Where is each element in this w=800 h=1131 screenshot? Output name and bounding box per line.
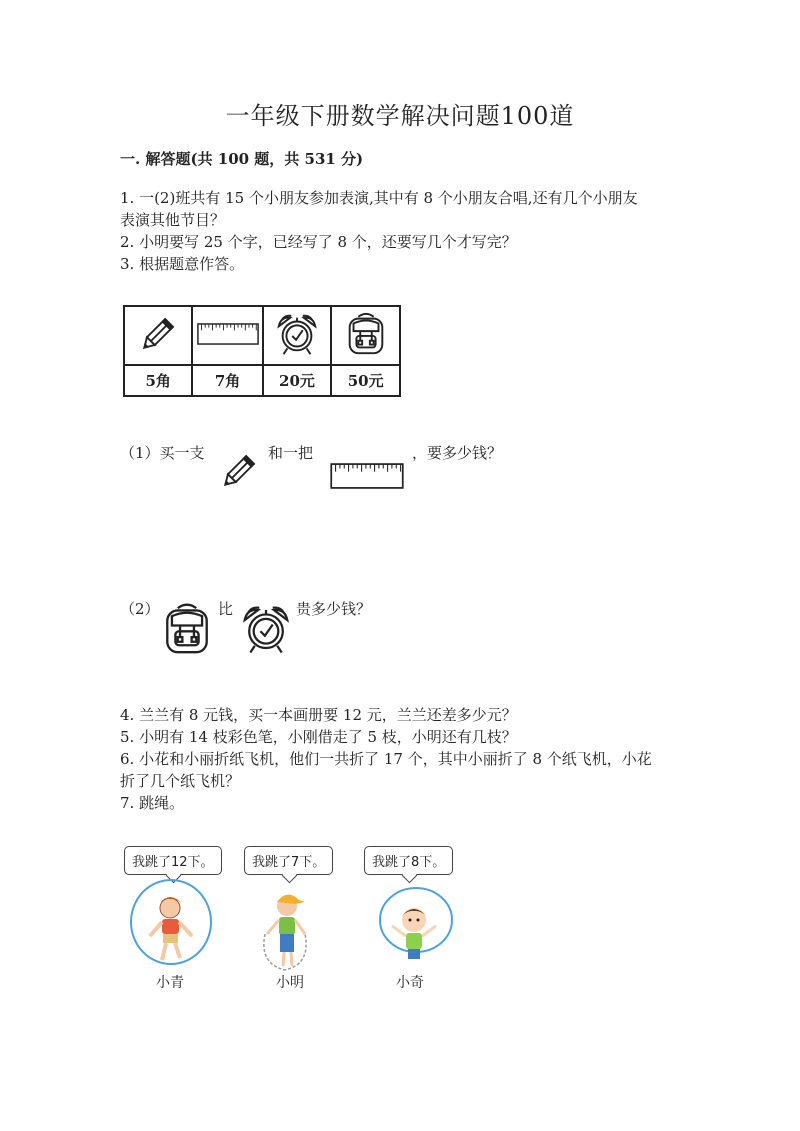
pencil-icon [135,311,181,357]
question-1-line-1: 1. 一(2)班共有 15 个小朋友参加表演,其中有 8 个小朋友合唱,还有几个小朋友 [120,189,638,207]
sub-question-2-prefix: （2） [120,600,160,618]
price-clock: 20元 [263,365,332,396]
sub-question-2-middle: 比 [218,600,234,618]
price-ruler: 7角 [192,365,262,396]
speech-bubble-xiaoqi: 我跳了8下。 [364,846,453,875]
question-7: 7. 跳绳。 [120,794,185,812]
question-6-line-2: 折了几个纸飞机？ [120,772,241,790]
price-cell-ruler [192,306,262,365]
question-6-line-1: 6. 小花和小丽折纸飞机，他们一共折了 17 个，其中小丽折了 8 个纸飞机，小花 [120,750,652,768]
price-cell-clock [263,306,332,365]
price-pencil: 5角 [124,365,192,396]
question-2: 2. 小明要写 25 个字，已经写了 8 个，还要写几个才写完？ [120,233,517,251]
question-4: 4. 兰兰有 8 元钱，买一本画册要 12 元，兰兰还差多少元？ [120,706,517,724]
price-cell-pencil [124,306,192,365]
child-name-xiaoqi: 小奇 [396,975,424,991]
speech-bubble-xiaoming: 我跳了7下。 [244,846,333,875]
price-backpack: 50元 [331,365,400,396]
price-cell-backpack [331,306,400,365]
backpack-icon [158,598,216,660]
child-name-xiaoming: 小明 [276,975,304,991]
section-heading: 一. 解答题(共 100 题，共 531 分) [120,150,364,168]
alarm-clock-icon [238,600,294,658]
price-table [123,305,401,397]
ruler-icon [325,463,409,489]
jumping-child-xiaoqing [128,876,214,972]
ruler-icon [197,323,259,345]
question-5: 5. 小明有 14 枝彩色笔，小刚借走了 5 枝，小明还有几枝？ [120,728,517,746]
page-title: 一年级下册数学解决问题100道 [225,102,575,130]
child-name-xiaoqing: 小青 [156,975,184,991]
sub-question-1-middle: 和一把 [268,444,314,462]
backpack-icon [342,310,390,358]
question-1-line-2: 表演其他节目？ [120,211,226,229]
question-3: 3. 根据题意作答。 [120,255,245,273]
sub-question-1-suffix: ，要多少钱？ [412,444,503,462]
jumping-child-xiaoqi [376,880,456,970]
jumping-child-xiaoming [255,884,315,974]
sub-question-2-suffix: 贵多少钱？ [296,600,372,618]
alarm-clock-icon [273,310,321,358]
speech-bubble-xiaoqing: 我跳了12下。 [124,846,222,875]
question-6 [120,748,652,792]
pencil-icon [216,448,262,494]
sub-question-1-prefix: （1）买一支 [120,444,205,462]
question-1 [120,187,638,231]
